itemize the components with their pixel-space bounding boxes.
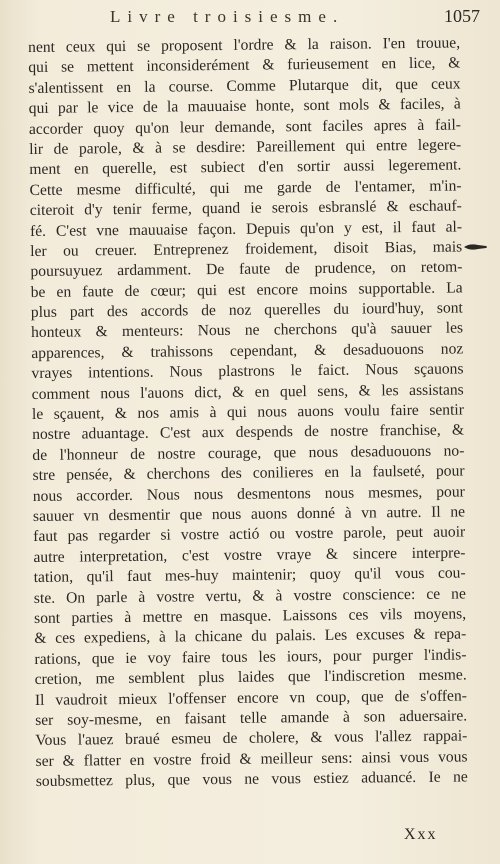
text-line: ser soy-mesme, en faisant telle amande à son aduersaire. (35, 707, 468, 729)
signature-mark: Xxx (404, 826, 438, 843)
page-header (110, 6, 480, 36)
text-line: fé. C'est vne mauuaise façon. Depuis qu'on y est, il faut al- (29, 217, 463, 240)
text-line: citeroit d'y tenir ferme, quand ie serois esbranslé & eschauf- (29, 197, 462, 220)
page-number: 1057 (444, 6, 480, 26)
text-line: de l'honneur de nostre courage, que nous desaduouons no- (32, 442, 465, 464)
text-line: lir de parole, & à se desdire: Pareillement qui entre legere- (29, 136, 462, 158)
text-line: ment en querelle, est subiect d'en sortir aussi legerement. (29, 156, 462, 179)
body-text (28, 33, 468, 792)
text-line: poursuyuez ardamment. De faute de prudence, on retom- (30, 258, 463, 281)
text-line: sont parties à mettre en masque. Laissons ces vils moyens, (33, 605, 467, 627)
text-line: vrayes intentions. Nous plastrons le faict. Nous sçauons (31, 360, 464, 383)
text-line: nous accorder. Nous nous desmentons nous mesmes, pour (32, 483, 465, 505)
text-line: autre interpretation, c'est vostre vraye & sincere interpre- (33, 544, 466, 566)
text-line: s'alentissent en la course. Comme Plutarque dit, que ceux (28, 75, 461, 97)
text-line: le sçauent, & nos amis à qui nous auons voulu faire sentir (31, 401, 465, 424)
text-line: cretion, me semblent plus laides que l'indiscretion mesme. (34, 666, 467, 689)
text-line: Vous l'auez braué esmeu de cholere, & vous l'allez rappai- (35, 727, 468, 750)
text-line: honteux & menteurs: Nous ne cherchons qu'à sauuer les (30, 319, 464, 342)
text-line: rations, que ie voy faire tous les iours, pour purger l'indis- (34, 646, 467, 668)
text-line: comment nous l'auons dict, & en quel sens, & les assistans (31, 381, 464, 403)
text-line: ser & flatter en vostre froid & meilleur sens: ainsi vous vous (35, 748, 468, 770)
text-line: nent ceux qui se proposent l'ordre & la raison. I'en trouue, (28, 34, 461, 56)
text-line: faut pas regarder si vostre actió ou vostre parole, peut auoir (33, 523, 466, 546)
text-line: ste. On parle à vostre vertu, & à vostre conscience: ce ne (33, 584, 466, 607)
text-line: stre pensée, & cherchons des conilieres en la faulseté, pour (32, 462, 465, 485)
text-line: qui par le vice de la mauuaise honte, sont mols & faciles, à (28, 95, 461, 118)
text-line: Il vaudroit mieux l'offenser encore vn coup, que de s'offen- (34, 686, 467, 709)
text-line: apparences, & trahissons cependant, & desaduouons noz (31, 340, 464, 362)
text-line: plus part des accords de noz querelles du iourd'huy, sont (30, 299, 463, 322)
text-line: soubsmettez plus, que vous ne vous estiez aduancé. Ie ne (35, 768, 468, 791)
text-line: be en faute de cœur; qui est encore moins supportable. La (30, 279, 463, 301)
text-line: ler ou creuer. Entreprenez froidement, disoit Bias, mais (30, 238, 463, 260)
text-line: tation, qu'il faut mes-huy maintenir; quoy qu'il vous cou- (33, 564, 466, 587)
running-head: Livre troisiesme. (110, 7, 345, 26)
pointing-hand-icon (462, 240, 490, 254)
text-line: sauuer vn desmentir que nous auons donné à vn autre. Il ne (32, 503, 466, 525)
text-line: qui se mettent inconsiderément & furieusement en lice, & (28, 54, 461, 77)
text-line: accorder quoy qu'on leur demande, sont faciles apres à fail- (28, 116, 462, 138)
text-line: Cette mesme difficulté, qui me garde de l'entamer, m'in- (29, 177, 462, 199)
text-line: & ces expediens, à la chicane du palais. Les excuses & repa- (34, 625, 467, 648)
text-line: nostre aduantage. C'est aux despends de nostre franchise, & (32, 421, 465, 444)
